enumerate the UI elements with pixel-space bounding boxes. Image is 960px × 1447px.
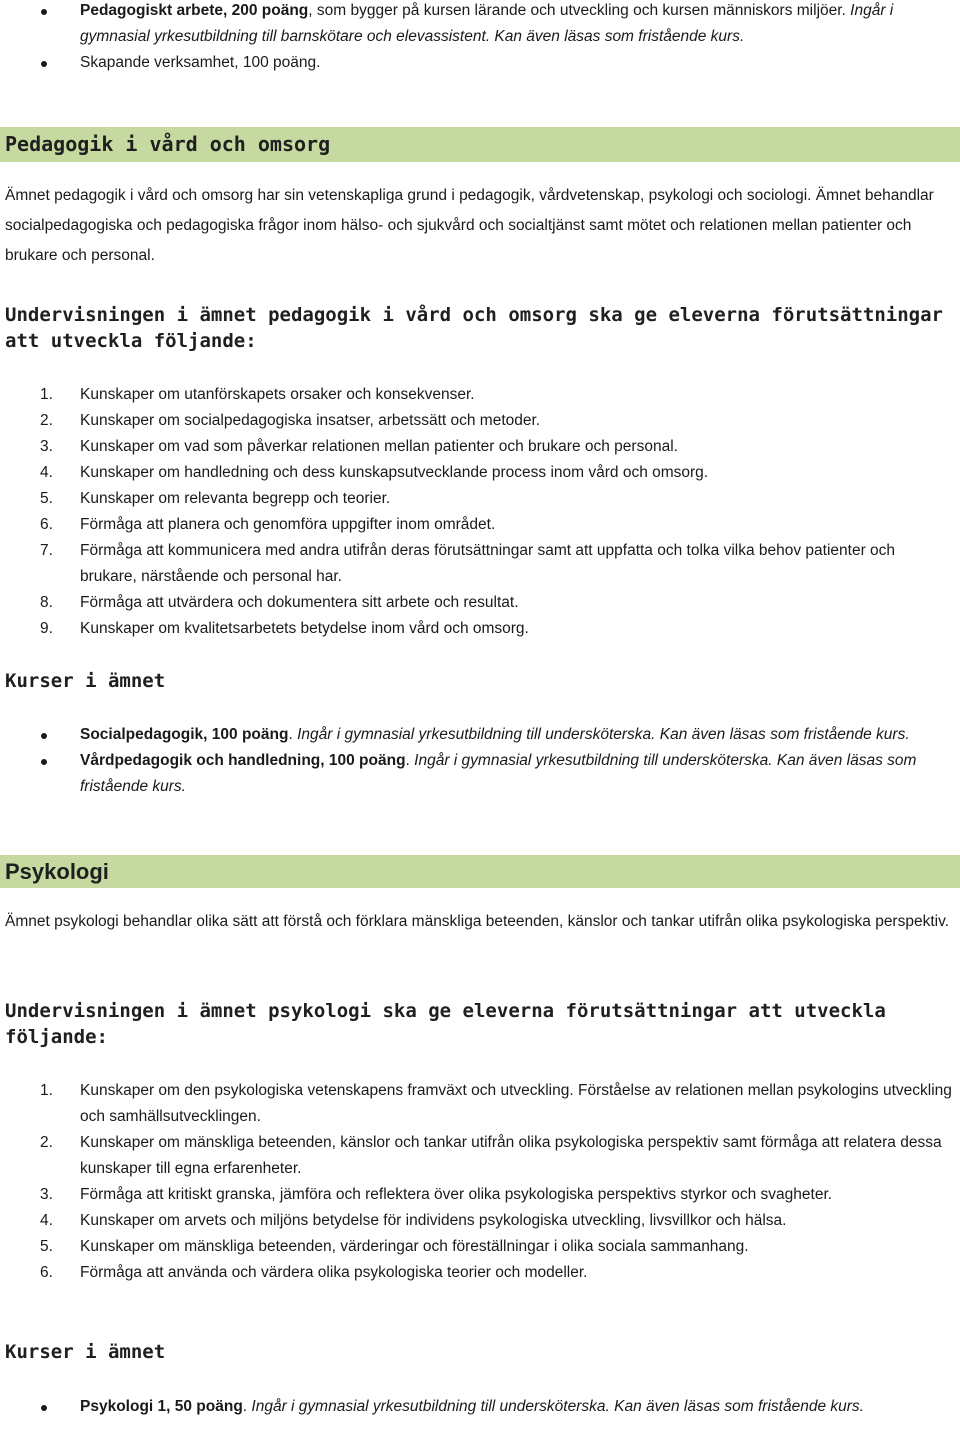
course-note: Ingår i gymnasial yrkesutbildning till barnskötare och elevassistent. Kan även läsas som fristående kurs. bbox=[80, 2, 894, 45]
course-name: Skapande verksamhet, 100 poäng. bbox=[80, 54, 321, 71]
course-name: Vårdpedagogik och handledning, 100 poäng bbox=[80, 752, 406, 769]
item-text: Kunskaper om mänskliga beteenden, känslor och tankar utifrån olika psykologiska perspektiv samt förmåga att relatera dessa kunskaper till egna erfarenheter. bbox=[80, 1134, 942, 1177]
list-item bbox=[0, 1234, 960, 1260]
item-number: 5. bbox=[40, 490, 53, 507]
course-name: Pedagogiskt arbete, 200 poäng bbox=[80, 2, 309, 19]
courses-heading: Kurser i ämnet bbox=[5, 1341, 166, 1363]
bullet-icon bbox=[41, 61, 47, 67]
bullet-icon bbox=[41, 733, 47, 739]
item-number: 2. bbox=[40, 412, 53, 429]
bullet-icon bbox=[41, 759, 47, 765]
goals-heading: Undervisningen i ämnet psykologi ska ge eleverna förutsättningar att utveckla följande: bbox=[5, 1000, 886, 1048]
item-text: Kunskaper om kvalitetsarbetets betydelse inom vård och omsorg. bbox=[80, 620, 529, 637]
item-number: 6. bbox=[40, 516, 53, 533]
item-text: Förmåga att använda och värdera olika psykologiska teorier och modeller. bbox=[80, 1264, 588, 1281]
list-item bbox=[0, 0, 960, 50]
list-item bbox=[0, 1182, 960, 1208]
course-list bbox=[0, 1394, 960, 1420]
section-intro: Ämnet pedagogik i vård och omsorg har sin vetenskapliga grund i pedagogik, vårdvetenskap, psykologi och sociologi. Ämnet behandlar socialpedagogiska och pedagogiska frågor inom hälso- och sjukvård och socialtjänst samt mötet och relationen mellan patienter och brukare och personal. bbox=[5, 187, 934, 264]
course-name: Psykologi 1, 50 poäng bbox=[80, 1398, 243, 1415]
item-text: Förmåga att utvärdera och dokumentera sitt arbete och resultat. bbox=[80, 594, 519, 611]
list-item bbox=[0, 1208, 960, 1234]
course-note: Ingår i gymnasial yrkesutbildning till undersköterska. Kan även läsas som fristående kurs. bbox=[80, 752, 917, 795]
item-text: Kunskaper om vad som påverkar relationen mellan patienter och brukare och personal. bbox=[80, 438, 678, 455]
top-course-list bbox=[0, 0, 960, 76]
list-item bbox=[0, 512, 960, 538]
item-text: Kunskaper om den psykologiska vetenskapens framväxt och utveckling. Förståelse av relationen mellan psykologins utveckling och samhällsutvecklingen. bbox=[80, 1082, 952, 1125]
item-number: 1. bbox=[40, 1082, 53, 1099]
course-note: Ingår i gymnasial yrkesutbildning till undersköterska. Kan även läsas som fristående kurs. bbox=[251, 1398, 864, 1415]
list-item bbox=[0, 460, 960, 486]
item-number: 8. bbox=[40, 594, 53, 611]
item-text: Kunskaper om socialpedagogiska insatser, arbetssätt och metoder. bbox=[80, 412, 541, 429]
list-item bbox=[0, 1130, 960, 1182]
item-text: Kunskaper om handledning och dess kunskapsutvecklande process inom vård och omsorg. bbox=[80, 464, 709, 481]
section-title: Psykologi bbox=[0, 855, 960, 888]
item-number: 6. bbox=[40, 1264, 53, 1281]
course-note: Ingår i gymnasial yrkesutbildning till undersköterska. Kan även läsas som fristående kurs. bbox=[297, 726, 910, 743]
goals-heading: Undervisningen i ämnet pedagogik i vård och omsorg ska ge eleverna förutsättningar att utveckla följande: bbox=[5, 304, 943, 352]
item-number: 7. bbox=[40, 542, 53, 559]
item-text: Kunskaper om mänskliga beteenden, värderingar och föreställningar i olika sociala sammanhang. bbox=[80, 1238, 749, 1255]
list-item bbox=[0, 50, 960, 76]
item-text: Förmåga att kommunicera med andra utifrån deras förutsättningar samt att uppfatta och tolka vilka behov patienter och brukare, närstående och personal har. bbox=[80, 542, 896, 585]
bullet-icon bbox=[41, 1405, 47, 1411]
section-title: Pedagogik i vård och omsorg bbox=[0, 127, 960, 162]
item-number: 9. bbox=[40, 620, 53, 637]
item-text: Kunskaper om arvets och miljöns betydelse för individens psykologiska utveckling, livsvillkor och hälsa. bbox=[80, 1212, 787, 1229]
list-item bbox=[0, 748, 960, 800]
item-text: Kunskaper om utanförskapets orsaker och konsekvenser. bbox=[80, 386, 475, 403]
item-number: 2. bbox=[40, 1134, 53, 1151]
course-separator: . bbox=[242, 1398, 252, 1415]
list-item bbox=[0, 722, 960, 748]
item-number: 1. bbox=[40, 386, 53, 403]
goals-list bbox=[0, 1078, 960, 1286]
item-text: Förmåga att planera och genomföra uppgifter inom området. bbox=[80, 516, 496, 533]
goals-list bbox=[0, 382, 960, 642]
course-name: Socialpedagogik, 100 poäng bbox=[80, 726, 289, 743]
list-item bbox=[0, 1078, 960, 1130]
list-item bbox=[0, 590, 960, 616]
list-item bbox=[0, 1394, 960, 1420]
course-list bbox=[0, 722, 960, 800]
course-separator: . bbox=[405, 752, 415, 769]
list-item bbox=[0, 486, 960, 512]
section-intro: Ämnet psykologi behandlar olika sätt att förstå och förklara mänskliga beteenden, känslor och tankar utifrån olika psykologiska perspektiv. bbox=[5, 913, 949, 930]
course-separator: . bbox=[288, 726, 298, 743]
courses-heading: Kurser i ämnet bbox=[5, 670, 166, 692]
list-item bbox=[0, 408, 960, 434]
list-item bbox=[0, 434, 960, 460]
list-item bbox=[0, 382, 960, 408]
list-item bbox=[0, 538, 960, 590]
item-text: Förmåga att kritiskt granska, jämföra och reflektera över olika psykologiska perspektivs styrkor och svagheter. bbox=[80, 1186, 833, 1203]
list-item bbox=[0, 1260, 960, 1286]
item-text: Kunskaper om relevanta begrepp och teorier. bbox=[80, 490, 391, 507]
item-number: 5. bbox=[40, 1238, 53, 1255]
item-number: 4. bbox=[40, 1212, 53, 1229]
item-number: 3. bbox=[40, 438, 53, 455]
bullet-icon bbox=[41, 9, 47, 15]
item-number: 4. bbox=[40, 464, 53, 481]
item-number: 3. bbox=[40, 1186, 53, 1203]
list-item bbox=[0, 616, 960, 642]
course-description: , som bygger på kursen lärande och utveckling och kursen människors miljöer. bbox=[308, 2, 851, 19]
